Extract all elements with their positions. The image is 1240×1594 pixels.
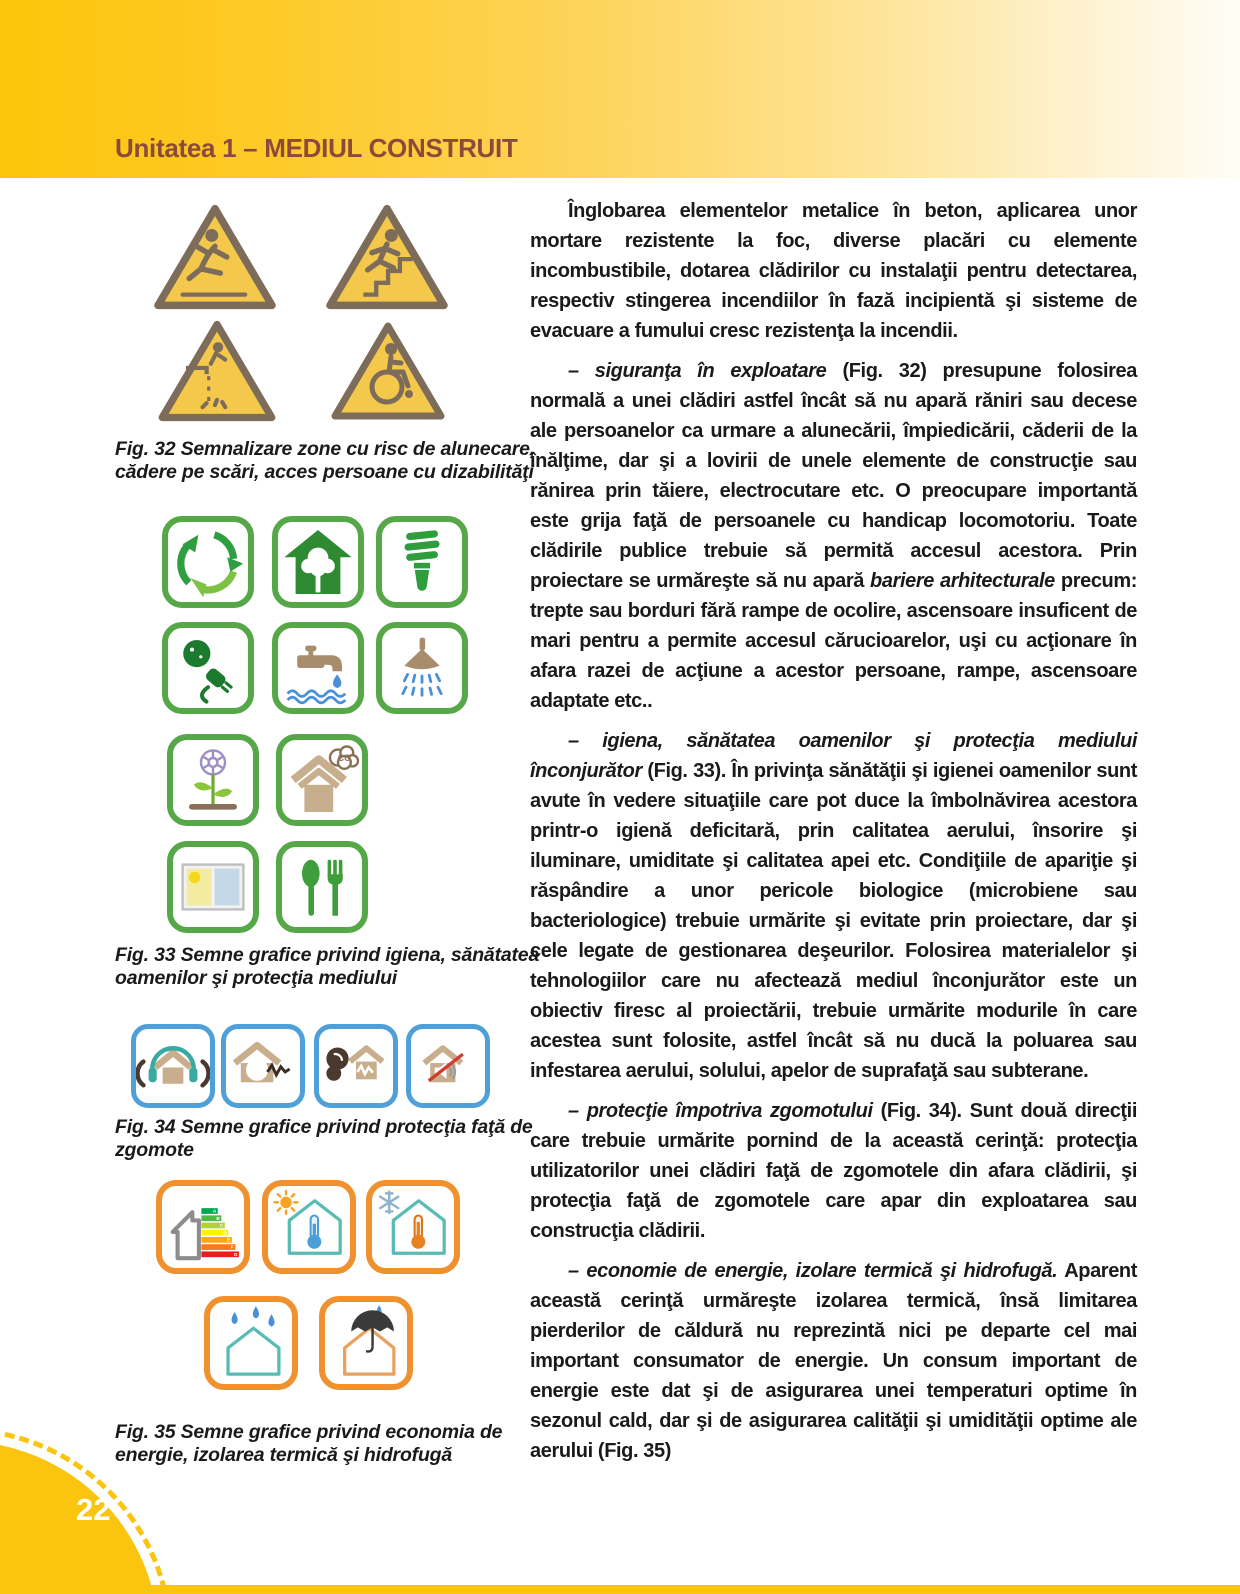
text-run: (Fig. 32) presupune folosirea normală a unei clădiri astfel încât să nu apară răniri sau decese ale persoanelor ca urmare a alunecării, împiedicării, căderii de la înălţime, dar şi a lovirii de unele elemente de construcţie sau rănirea prin tăiere, electrocutare etc. O preocupare importantă este grija faţă de persoanele cu handicap locomotoriu. Toate clădirile publice trebuie să permită accesul acestora. Prin proiectare se urmăreşte să nu apară	[530, 360, 1137, 592]
article	[530, 196, 1137, 1476]
spoon-fork-icon	[276, 841, 368, 933]
house-umbrella-icon	[319, 1296, 413, 1390]
text-run: precum: trepte sau borduri fără rampe de ocolire, ascensoare insuficent de mari pentru a permite accesul cărucioarelor, uşi cu acţionare în afara razei de acţiune a acestor persoane, rampe, ascensoare adaptate etc..	[530, 570, 1137, 712]
text-run: – economie de energie, izolare termică şi hidrofugă.	[568, 1260, 1058, 1282]
eco-house-icon	[272, 516, 364, 608]
svg-text:A: A	[212, 1209, 217, 1215]
paragraph	[530, 356, 1137, 716]
shower-icon	[376, 622, 468, 714]
paragraph	[530, 1256, 1137, 1466]
house-muted-speaker-icon	[406, 1024, 490, 1108]
text-run: (Fig. 34). Sunt două direcţii care trebuie urmărite pornind de la această cerinţă: protecţia utilizatorilor unei clădiri faţă de zgomotele din afara clădirii, şi protecţia faţă de zgomotele care apar din exploatarea sau construcţia clădirii.	[530, 1100, 1137, 1242]
paragraph	[530, 1096, 1137, 1246]
text-run: – siguranţa în exploatare	[568, 360, 827, 382]
water-tap-icon	[272, 622, 364, 714]
fig35-caption: Fig. 35 Semne grafice privind economia de energie, izolarea termică şi hidrofugă	[115, 1421, 503, 1466]
paragraph	[530, 726, 1137, 1086]
house-headphones-icon	[131, 1024, 215, 1108]
text-run: – igiena, sănătatea oamenilor şi protecţia mediului înconjurător	[530, 730, 1137, 782]
energy-class-house-icon	[156, 1180, 250, 1274]
fig34-caption: Fig. 34 Semne grafice privind protecţia faţă de zgomote	[115, 1116, 533, 1161]
window-sunlight-icon	[167, 841, 259, 933]
house-rain-icon	[204, 1296, 298, 1390]
text-run: (Fig. 33). În privinţa sănătăţii şi igienei oamenilor sunt avute în vedere situaţiile care pot duce la îmbolnăvirea acestora printr-o igienă deficitară, prin calitatea aerului, însorire şi iluminare, umiditate şi calitatea apei etc. Condiţiile de apariţie şi răspândire a unor pericole biologice (microbiene sau bacteriologice) trebuie urmărite şi evitate prin proiectare, dar şi cele legate de gestionarea deşeurilor. Folosirea materialelor şi tehnologiilor care nu afectează mediul înconjurător este un obiectiv firesc al proiectării, trebuie urmărite modurile în care acestea sunt folosite, astfel încât să nu ducă la poluarea sau infestarea aerului, solului, apelor de suprafaţă sau subterane.	[530, 760, 1137, 1082]
text-run: Înglobarea elementelor metalice în beton, aplicarea unor mortare rezistente la foc, diverse placări cu elemente incombustibile, dotarea clădirilor cu instalaţii pentru detectarea, respectiv stingerea incendiilor în fază incipientă şi sisteme de evacuare a fumului cresc rezistenţa la incendii.	[530, 200, 1137, 342]
svg-text:CO: CO	[337, 752, 352, 763]
co-emissions-house-icon	[276, 734, 368, 826]
house-snow-thermometer-icon	[366, 1180, 460, 1274]
warning-sign-wheelchair-access-icon	[328, 318, 448, 424]
svg-text:C: C	[219, 1224, 224, 1230]
ear-house-vibration-icon	[314, 1024, 398, 1108]
house-noise-wave-icon	[221, 1024, 305, 1108]
recycling-icon	[162, 516, 254, 608]
svg-text:F: F	[230, 1245, 234, 1251]
house-sun-thermometer-icon	[262, 1180, 356, 1274]
energy-saving-bulb-icon	[376, 516, 468, 608]
page-number: 22	[76, 1492, 111, 1527]
electric-plug-icon	[162, 622, 254, 714]
page-title: Unitatea 1 – MEDIUL CONSTRUIT	[115, 133, 518, 163]
svg-text:E: E	[226, 1238, 231, 1244]
fig32-caption: Fig. 32 Semnalizare zone cu risc de alunecare, cădere pe scări, acces persoane cu dizabilităţi	[115, 438, 535, 483]
text-run: Aparent această cerinţă urmăreşte izolarea termică, însă limitarea pierderilor de căldură nu reprezintă nici pe departe cel mai important consumator de energie. Un consum important de energie este dat şi de asigurarea unei temperaturi optime în sezonul cald, dar şi de asigurarea calităţii şi umidităţii optime ale aerului (Fig. 35)	[530, 1260, 1137, 1462]
flower-icon	[167, 734, 259, 826]
bottom-accent-bar	[0, 1585, 1240, 1594]
paragraph	[530, 196, 1137, 346]
svg-text:D: D	[223, 1231, 227, 1237]
text-run: – protecţie împotriva zgomotului	[568, 1100, 873, 1122]
svg-text:B: B	[216, 1216, 220, 1222]
fig33-caption: Fig. 33 Semne grafice privind igiena, sănătatea oamenilor şi protecţia mediului	[115, 944, 540, 989]
warning-sign-fall-down-stairs-icon	[322, 200, 452, 314]
svg-text:G: G	[233, 1252, 238, 1258]
warning-sign-slip-hazard-icon	[150, 200, 280, 314]
warning-sign-fall-from-height-icon	[155, 316, 279, 426]
text-run: bariere arhitecturale	[870, 570, 1055, 592]
